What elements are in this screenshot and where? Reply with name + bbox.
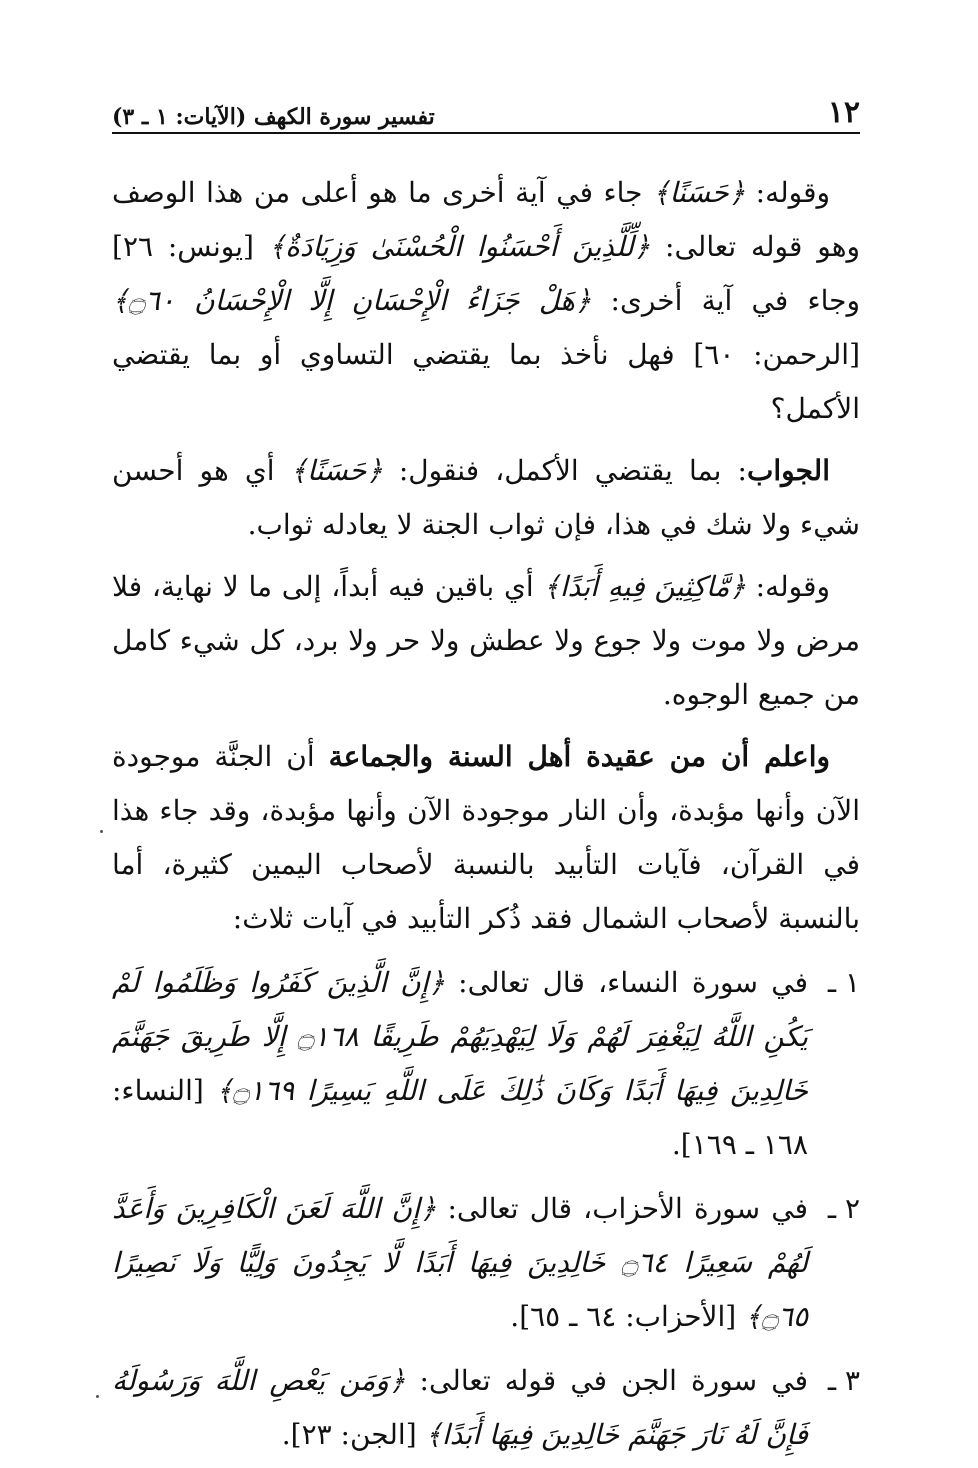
quran-verse: ﴿إِنَّ اللَّهَ لَعَنَ الْكَافِرِينَ وَأَعَدَّ لَهُمْ سَعِيرًا ۝٦٤ خَالِدِينَ فِيهَا أَبَدًا لَّا يَجِدُونَ وَلِيًّا وَلَا نَصِيرًا ۝٦٥﴾ (112, 1192, 808, 1333)
quran-verse: ﴿وَمَن يَعْصِ اللَّهَ وَرَسُولَهُ فَإِنَّ لَهُ نَارَ جَهَنَّمَ خَالِدِينَ فِيهَا أَبَدًا﴾ (112, 1364, 808, 1451)
quran-verse: ﴿إِنَّ الَّذِينَ كَفَرُوا وَظَلَمُوا لَمْ يَكُنِ اللَّهُ لِيَغْفِرَ لَهُمْ وَلَا لِيَهْدِيَهُمْ طَرِيقًا ۝١٦٨ إِلَّا طَرِيقَ جَهَنَّمَ خَالِدِينَ فِيهَا أَبَدًا وَكَانَ ذَٰلِكَ عَلَى اللَّهِ يَسِيرًا ۝١٦٩﴾ (112, 966, 808, 1107)
page-header (112, 86, 860, 134)
text-run: أي باقين فيه أبداً، إلى ما لا نهاية، فلا مرض ولا موت ولا جوع ولا عطش ولا حر ولا برد، كل شيء كامل من جميع الوجوه. (112, 570, 860, 711)
running-title: تفسير سورة الكهف (الآيات: ١ ـ ٣) (112, 104, 435, 130)
text-run: أي هو أحسن شيء ولا شك في هذا، فإن ثواب الجنة لا يعادله ثواب. (112, 454, 860, 541)
text-run: [الجن: ٢٣]. (281, 1418, 426, 1451)
list-text (112, 1354, 808, 1462)
text-run: أن الجنَّة موجودة الآن وأنها مؤبدة، وأن النار موجودة الآن وأنها مؤبدة، وقد جاء هذا في القرآن، فآيات التأبيد بالنسبة لأصحاب اليمين كثيرة، أما بالنسبة لأصحاب الشمال فقد ذُكر التأبيد في آيات ثلاث: (112, 740, 860, 935)
scan-speck (96, 1395, 99, 1398)
text-run: [النساء: ١٦٨ ـ ١٦٩]. (112, 1074, 808, 1161)
text-run: [يونس: ٢٦] وجاء في آية أخرى: (112, 230, 860, 317)
paragraph-question (112, 166, 860, 436)
list-number: ٢ ـ (827, 1192, 860, 1225)
list-text (112, 1182, 808, 1344)
paragraph-answer (112, 444, 860, 552)
text-run: في سورة الأحزاب، قال تعالى: (436, 1192, 808, 1225)
list-item (112, 956, 860, 1172)
quran-verse: ﴿مَّاكِثِينَ فِيهِ أَبَدًا﴾ (543, 570, 746, 603)
text-run: وقوله: (745, 176, 831, 209)
list-item (112, 1182, 860, 1344)
page-number: ١٢ (827, 95, 860, 130)
quran-verse: ﴿حَسَنًا﴾ (653, 176, 746, 209)
paragraph-abiding (112, 560, 860, 722)
text-run: [الأحزاب: ٦٤ ـ ٦٥]. (510, 1300, 746, 1333)
answer-label: الجواب (747, 454, 830, 487)
text-run: في سورة النساء، قال تعالى: (444, 966, 808, 999)
page-body (112, 166, 860, 1468)
scan-speck (100, 830, 103, 833)
text-run: في سورة الجن في قوله تعالى: (405, 1364, 808, 1397)
quran-verse: ﴿لِّلَّذِينَ أَحْسَنُوا الْحُسْنَىٰ وَزِيَادَةٌ﴾ (268, 230, 651, 263)
list-item (112, 1354, 860, 1462)
paragraph-creed (112, 730, 860, 946)
quran-verse: ﴿هَلْ جَزَاءُ الْإِحْسَانِ إِلَّا الْإِحْسَانُ ۝٦٠﴾ (112, 284, 592, 317)
list-text (112, 956, 808, 1172)
text-run: [الرحمن: ٦٠] فهل نأخذ بما يقتضي التساوي أو بما يقتضي الأكمل؟ (112, 338, 861, 425)
quran-verse: ﴿حَسَنًا﴾ (290, 454, 383, 487)
text-run: : بما يقتضي الأكمل، فنقول: (382, 454, 747, 487)
creed-heading: واعلم أن من عقيدة أهل السنة والجماعة (328, 740, 831, 773)
text-run: جاء في آية أخرى ما هو أعلى من هذا الوصف وهو قوله تعالى: (112, 176, 860, 263)
list-number: ٣ ـ (827, 1364, 860, 1397)
list-number: ١ ـ (827, 966, 860, 999)
text-run: وقوله: (745, 570, 830, 603)
